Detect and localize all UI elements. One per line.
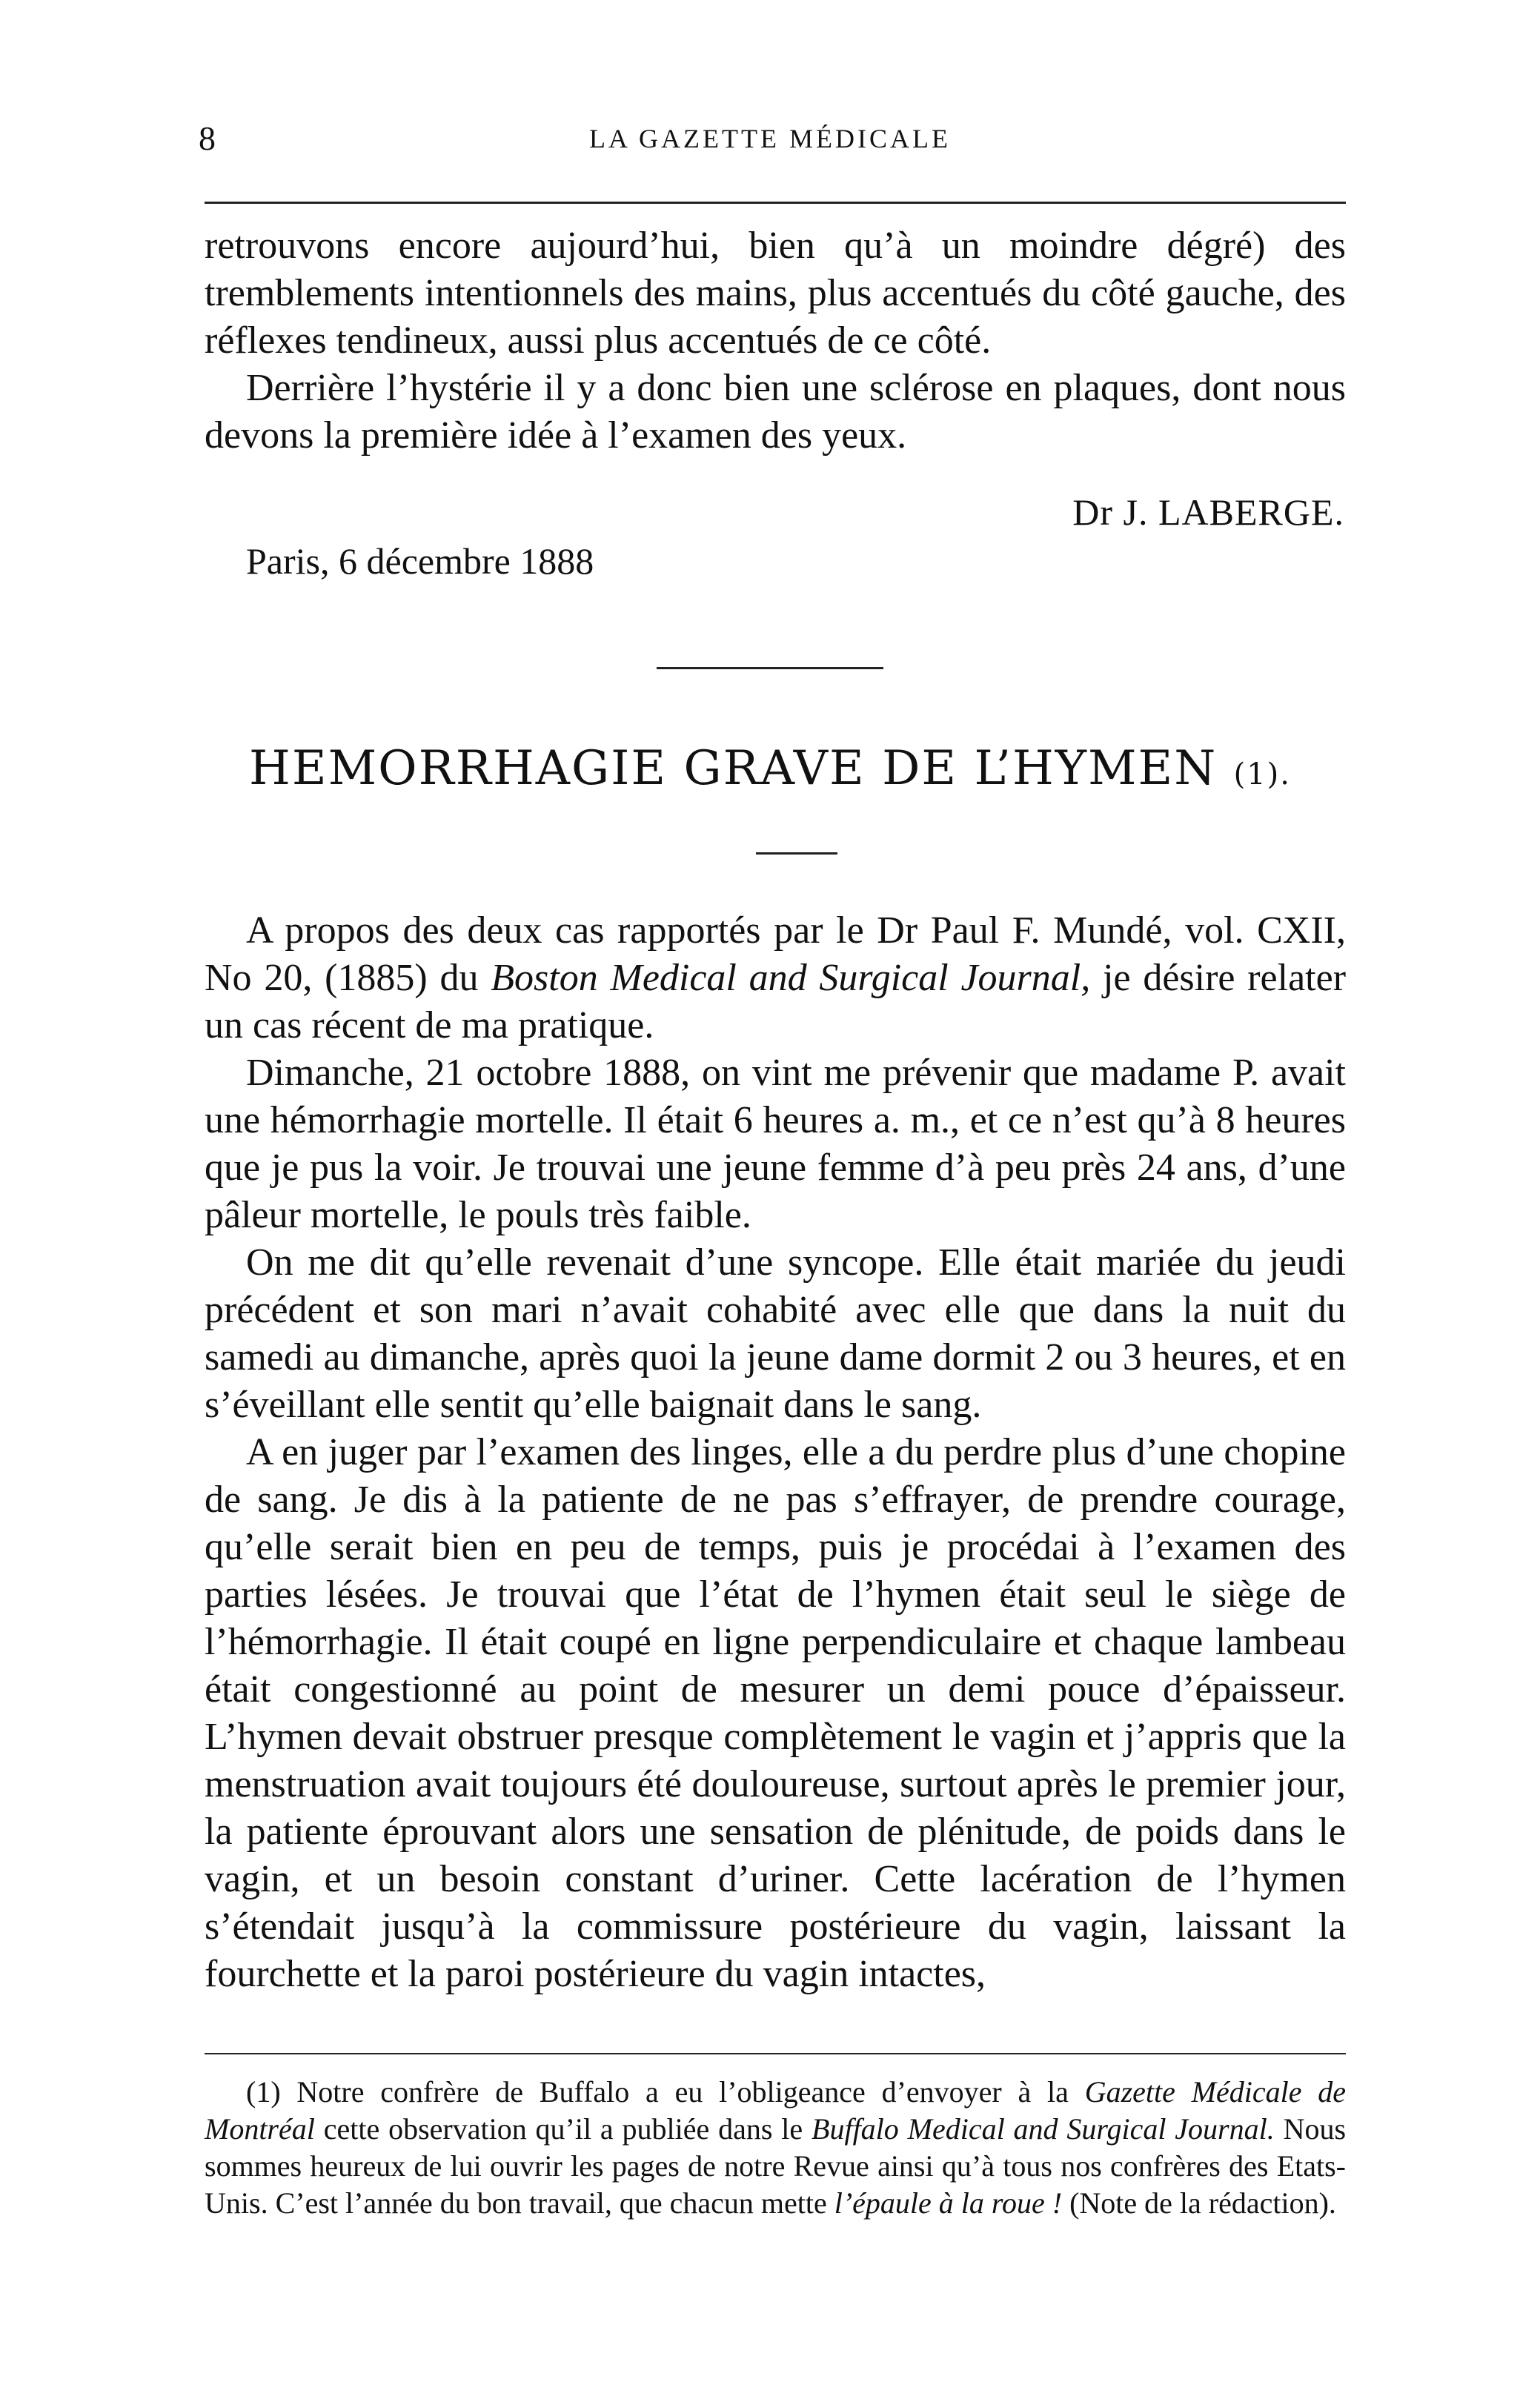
paragraph: retrouvons encore aujourd’hui, bien qu’à un moindre dégré) des tremblements intentionnels des mains, plus accentués du côté gauche, des réflexes tendineux, aussi plus accentués de ce côté. [205,225,1346,362]
paragraph: Derrière l’hystérie il y a donc bien une sclérose en plaques, dont nous devons la première idée à l’examen des yeux. [205,367,1346,457]
paragraph: A en juger par l’examen des linges, elle a du perdre plus d’une chopine de sang. Je dis à la patiente de ne pas s’effrayer, de prendre courage, qu’elle serait bien en peu de temps, puis je procédai à l’examen des parties lésées. Je trouvai que l’état de l’hymen était seul le siège de l’hémorrhagie. Il était coupé en ligne perpendiculaire et chaque lambeau était congestionné au point de mesurer un demi pouce d’épaisseur. L’hymen devait obstruer presque complètement le vagin et j’appris que la menstruation avait toujours été douloureuse, surtout après le premier jour, la patiente éprouvant alors une sensation de plénitude, de poids dans le vagin, et un besoin constant d’uriner. Cette lacération de l’hymen s’étendait jusqu’à la commissure postérieure du vagin, laissant la fourchette et la paroi postérieure du vagin intactes, [205,1431,1346,1995]
journal-title: Boston Medical and Surgical Journal, [491,957,1091,999]
title-divider [756,852,837,855]
page-number: 8 [199,119,216,157]
section-divider [657,667,883,669]
footnote-rule [205,2053,1346,2054]
running-title: LA GAZETTE MÉDICALE [589,124,951,153]
footnote-paragraph [205,2074,1346,2222]
paragraph: Dimanche, 21 octobre 1888, on vint me prévenir que madame P. avait une hémorrhagie mortelle. Il était 6 heures a. m., et ce n’est qu’à 8 heures que je pus la voir. Je trouvai une jeune femme d’à peu près 24 ans, d’une pâleur mortelle, le pouls très faible. [205,1052,1346,1236]
text-run: A propos des deux cas rapportés par le Dr Paul F. Mundé, vol. CXII, No 20, (1885) du [205,909,1346,999]
publication-name: Gazette Médicale de Montréal [205,2075,1347,2146]
text-run: (1) Notre confrère de Buffalo a eu l’obligeance d’envoyer à la [246,2075,1069,2109]
author-signature: Dr J. LABERGE. [1072,491,1344,533]
previous-article-text [205,222,1346,460]
text-run: (Note de la rédaction). [1069,2186,1336,2220]
motto: l’épaule à la roue ! [834,2186,1063,2220]
article-text [205,907,1346,1998]
text-run: cette observation qu’il a publiée dans le [323,2112,803,2146]
paragraph: On me dit qu’elle revenait d’une syncope. Elle était mariée du jeudi précédent et son mari n’avait cohabité avec elle que dans la nuit du samedi au dimanche, après quoi la jeune dame dormit 2 ou 3 heures, et en s’éveillant elle sentit qu’elle baignait dans le sang. [205,1241,1346,1426]
footnote [205,2074,1346,2222]
header-rule [205,202,1346,204]
publication-name: Buffalo Medical and Surgical Journal. [812,2112,1275,2146]
text-run: je désire relater un cas récent de ma pratique. [205,957,1347,1046]
footnote-reference: (1). [1233,757,1291,792]
article-title [0,741,1540,796]
article-title-text: HEMORRHAGIE GRAVE DE L’HYMEN [249,741,1218,796]
paragraph [205,907,1346,1049]
dateline: Paris, 6 décembre 1888 [246,540,594,582]
text-run: Nous sommes heureux de lui ouvrir les pages de notre Revue ainsi qu’à tous nos confrères des Etats-Unis. C’est l’année du bon travail, que chacun mette [205,2112,1347,2220]
